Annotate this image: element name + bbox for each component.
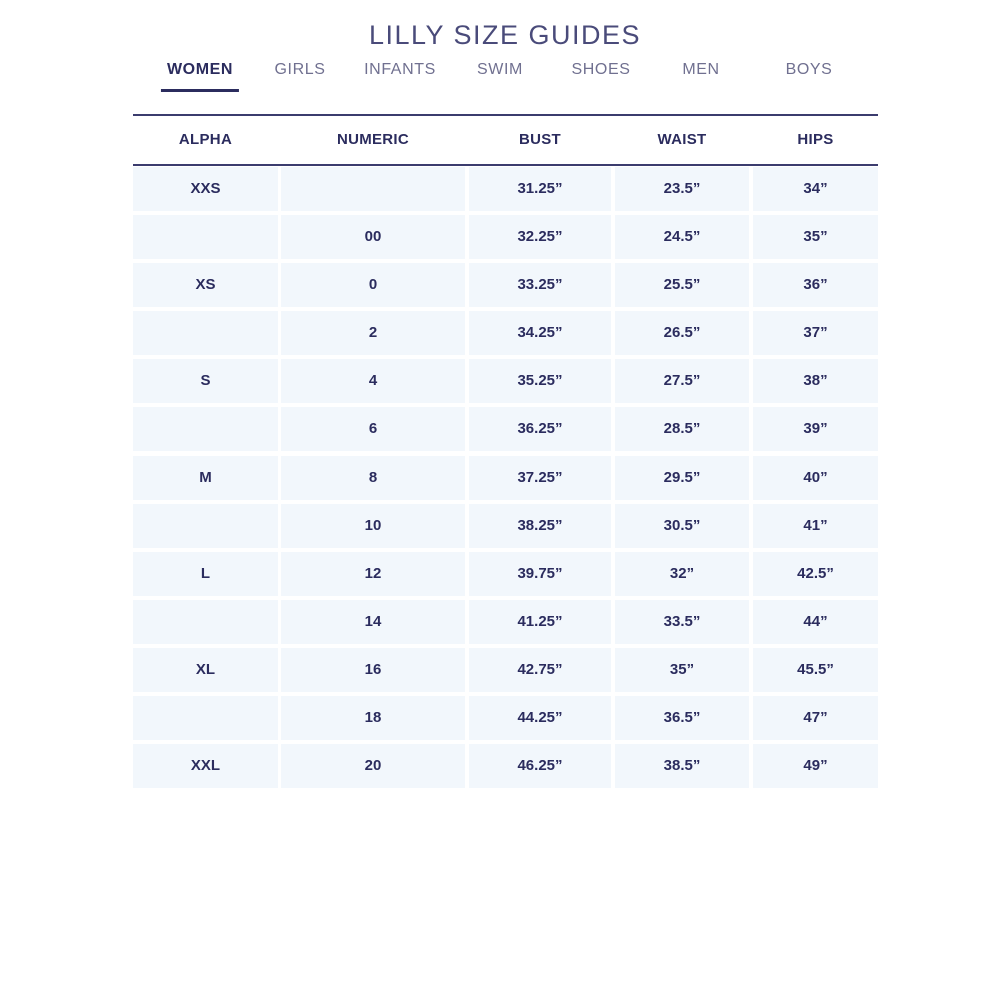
size-table-body (133, 167, 878, 792)
hips-cell: 49” (753, 744, 878, 788)
numeric-cell: 0 (281, 263, 465, 307)
numeric-cell: 6 (281, 407, 465, 451)
alpha-cell (133, 600, 278, 644)
table-header-divider (133, 164, 878, 166)
table-row (133, 456, 878, 504)
alpha-cell (133, 696, 278, 740)
hips-cell: 41” (753, 504, 878, 548)
waist-cell: 27.5” (615, 359, 749, 403)
hips-cell: 35” (753, 215, 878, 259)
alpha-cell (133, 504, 278, 548)
column-header-numeric: NUMERIC (336, 131, 410, 148)
bust-cell: 44.25” (469, 696, 611, 740)
numeric-cell: 10 (281, 504, 465, 548)
waist-cell: 30.5” (615, 504, 749, 548)
numeric-cell: 4 (281, 359, 465, 403)
alpha-cell (133, 311, 278, 355)
waist-cell: 38.5” (615, 744, 749, 788)
waist-cell: 23.5” (615, 167, 749, 211)
hips-cell: 47” (753, 696, 878, 740)
bust-cell: 46.25” (469, 744, 611, 788)
tab-shoes[interactable]: SHOES (571, 61, 631, 78)
waist-cell: 35” (615, 648, 749, 692)
numeric-cell: 2 (281, 311, 465, 355)
numeric-cell: 20 (281, 744, 465, 788)
bust-cell: 38.25” (469, 504, 611, 548)
column-header-waist: WAIST (657, 131, 707, 148)
alpha-cell (133, 215, 278, 259)
bust-cell: 37.25” (469, 456, 611, 500)
bust-cell: 41.25” (469, 600, 611, 644)
numeric-cell: 14 (281, 600, 465, 644)
bust-cell: 35.25” (469, 359, 611, 403)
waist-cell: 26.5” (615, 311, 749, 355)
waist-cell: 36.5” (615, 696, 749, 740)
table-row (133, 744, 878, 792)
hips-cell: 34” (753, 167, 878, 211)
alpha-cell: XL (133, 648, 278, 692)
hips-cell: 44” (753, 600, 878, 644)
hips-cell: 37” (753, 311, 878, 355)
tab-men[interactable]: MEN (682, 61, 720, 78)
table-row (133, 311, 878, 359)
waist-cell: 33.5” (615, 600, 749, 644)
tab-infants[interactable]: INFANTS (364, 61, 436, 78)
table-row (133, 552, 878, 600)
alpha-cell (133, 407, 278, 451)
table-row (133, 215, 878, 263)
hips-cell: 39” (753, 407, 878, 451)
table-row (133, 359, 878, 407)
waist-cell: 25.5” (615, 263, 749, 307)
table-row (133, 696, 878, 744)
tab-swim[interactable]: SWIM (477, 61, 523, 78)
numeric-cell: 16 (281, 648, 465, 692)
numeric-cell: 12 (281, 552, 465, 596)
numeric-cell (281, 167, 465, 211)
column-header-bust: BUST (518, 131, 562, 148)
bust-cell: 31.25” (469, 167, 611, 211)
alpha-cell: XXS (133, 167, 278, 211)
table-row (133, 504, 878, 552)
alpha-cell: S (133, 359, 278, 403)
size-category-tabs (0, 58, 1000, 98)
numeric-cell: 8 (281, 456, 465, 500)
table-row (133, 600, 878, 648)
hips-cell: 40” (753, 456, 878, 500)
numeric-cell: 18 (281, 696, 465, 740)
alpha-cell: L (133, 552, 278, 596)
column-header-hips: HIPS (797, 131, 834, 148)
waist-cell: 32” (615, 552, 749, 596)
bust-cell: 32.25” (469, 215, 611, 259)
numeric-cell: 00 (281, 215, 465, 259)
alpha-cell: XS (133, 263, 278, 307)
hips-cell: 45.5” (753, 648, 878, 692)
hips-cell: 38” (753, 359, 878, 403)
tab-women[interactable]: WOMEN (167, 58, 233, 92)
bust-cell: 39.75” (469, 552, 611, 596)
table-row (133, 263, 878, 311)
page-title: LILLY SIZE GUIDES (368, 20, 642, 51)
table-row (133, 167, 878, 215)
hips-cell: 42.5” (753, 552, 878, 596)
tab-boys[interactable]: BOYS (785, 61, 833, 78)
bust-cell: 34.25” (469, 311, 611, 355)
tab-girls[interactable]: GIRLS (274, 61, 326, 78)
alpha-cell: M (133, 456, 278, 500)
waist-cell: 24.5” (615, 215, 749, 259)
table-row (133, 407, 878, 455)
table-row (133, 648, 878, 696)
column-header-alpha: ALPHA (178, 131, 233, 148)
bust-cell: 42.75” (469, 648, 611, 692)
bust-cell: 36.25” (469, 407, 611, 451)
bust-cell: 33.25” (469, 263, 611, 307)
hips-cell: 36” (753, 263, 878, 307)
alpha-cell: XXL (133, 744, 278, 788)
waist-cell: 29.5” (615, 456, 749, 500)
table-header-row (133, 116, 878, 164)
waist-cell: 28.5” (615, 407, 749, 451)
